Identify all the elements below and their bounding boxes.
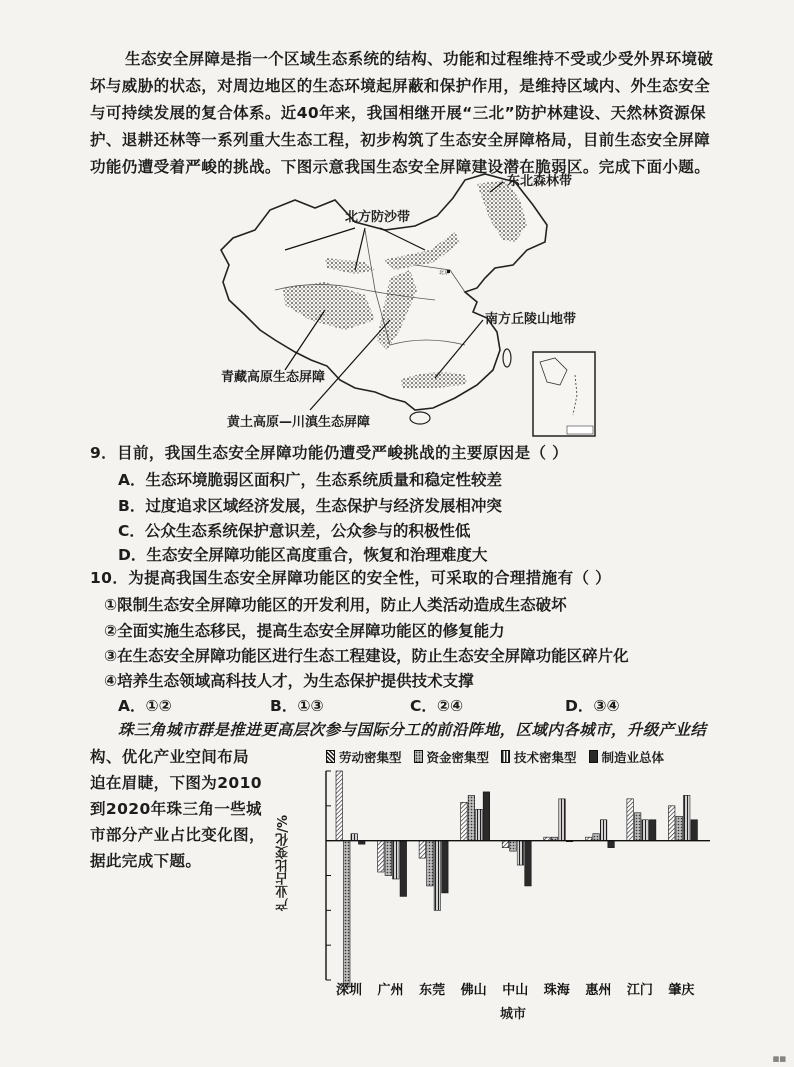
intro-line: 护、退耕还林等一系列重大生态工程，初步构筑了生态安全屏障格局，目前生态安全屏障 (90, 131, 711, 149)
bar-制造业总体-中山 (525, 841, 532, 886)
legend-swatch (326, 750, 335, 763)
legend-label: 劳动密集型 (339, 750, 402, 765)
legend-label: 制造业总体 (601, 750, 665, 765)
intro-line: 与可持续发展的复合体系。近40年来，我国相继开展“三北”防护林建设、天然林资源保 (90, 104, 706, 122)
chart-svg (278, 745, 718, 1030)
bar-技术密集型-中山 (517, 841, 524, 865)
choice-c[interactable]: C．②④ (410, 697, 464, 715)
legend-swatch (501, 750, 510, 763)
footer-watermark-icon: ▦▦ (772, 1055, 786, 1063)
industry-share-change-chart (278, 745, 718, 1030)
x-tick-label: 广州 (377, 983, 404, 998)
option-a[interactable]: A．生态环境脆弱区面积广，生态系统质量和稳定性较差 (118, 471, 502, 489)
bar-制造业总体-肇庆 (691, 820, 698, 841)
bar-劳动密集型-肇庆 (668, 806, 675, 841)
axes-group (326, 771, 710, 980)
passage-line: 构、优化产业空间布局 (90, 748, 250, 766)
bar-技术密集型-东莞 (434, 841, 441, 911)
bar-劳动密集型-广州 (378, 841, 385, 872)
statement-3: ③在生态安全屏障功能区进行生态工程建设，防止生态安全屏障功能区碎片化 (104, 647, 629, 665)
bar-资金密集型-江门 (634, 813, 641, 841)
x-tick-label: 肇庆 (668, 983, 695, 998)
bar-资金密集型-东莞 (427, 841, 434, 886)
bar-劳动密集型-深圳 (336, 771, 343, 841)
x-tick-label: 江门 (626, 983, 653, 998)
legend-label: 资金密集型 (426, 750, 490, 765)
bars-group (336, 771, 697, 987)
x-axis-label: 城市 (500, 1007, 527, 1022)
bar-制造业总体-江门 (649, 820, 656, 841)
x-tick-label: 中山 (502, 983, 529, 998)
passage-line: 珠三角城市群是推进更高层次参与国际分工的前沿阵地，区域内各城市，升级产业结 (118, 721, 707, 739)
legend-item (589, 750, 665, 765)
taiwan-island (503, 349, 511, 367)
option-b[interactable]: B．过度追求区域经济发展，生态保护与经济发展相冲突 (118, 497, 502, 515)
legend-swatch (589, 750, 598, 763)
bar-资金密集型-惠州 (593, 834, 600, 841)
x-tick-label: 东莞 (419, 983, 446, 998)
x-tick-label: 深圳 (335, 983, 363, 998)
label-north-sand: 北方防沙带 (345, 210, 411, 225)
intro-line: 坏与威胁的状态，对周边地区的生态环境起屏蔽和保护作用，是维持区域内、外生态安全 (90, 77, 711, 95)
passage-line: 迫在眉睫，下图为2010 (90, 774, 262, 792)
bar-技术密集型-珠海 (559, 799, 566, 841)
x-tick-label: 珠海 (543, 983, 570, 998)
legend-item (501, 750, 577, 765)
bar-技术密集型-广州 (393, 841, 400, 879)
choice-d[interactable]: D．③④ (565, 697, 620, 715)
chart-legend (326, 748, 676, 766)
bar-制造业总体-广州 (400, 841, 407, 897)
question-stem: 10．为提高我国生态安全屏障功能区的安全性，可采取的合理措施有（ ） (90, 569, 612, 587)
y-axis-label: 产业占比变化/% (276, 815, 291, 911)
inset-legend-box (567, 426, 593, 434)
x-tick-label: 惠州 (585, 983, 612, 998)
bar-资金密集型-深圳 (344, 841, 351, 987)
bar-资金密集型-肇庆 (676, 816, 683, 840)
legend-swatch (414, 750, 423, 763)
option-c[interactable]: C．公众生态系统保护意识差，公众参与的积极性低 (118, 522, 471, 540)
passage-line: 市部分产业占比变化图， (90, 826, 265, 844)
bar-劳动密集型-东莞 (419, 841, 426, 858)
intro-line: 生态安全屏障是指一个区域生态系统的结构、功能和过程维持不受或少受外界环境破 (125, 50, 714, 68)
bar-技术密集型-惠州 (600, 820, 607, 841)
choice-b[interactable]: B．①③ (270, 697, 324, 715)
china-ecological-barrier-map (215, 170, 605, 445)
bar-技术密集型-肇庆 (683, 795, 690, 840)
bar-技术密集型-深圳 (351, 834, 358, 841)
label-south-hills: 南方丘陵山地带 (485, 312, 577, 327)
bar-制造业总体-东莞 (442, 841, 449, 893)
passage-line: 到2020年珠三角一些城 (90, 800, 262, 818)
option-d[interactable]: D．生态安全屏障功能区高度重合，恢复和治理难度大 (118, 546, 488, 564)
bar-资金密集型-中山 (510, 841, 517, 851)
x-tick-labels (336, 982, 694, 998)
label-beijing: 北京 (439, 270, 450, 276)
hainan-island (410, 412, 430, 424)
bar-资金密集型-佛山 (468, 795, 475, 840)
legend-item (326, 750, 402, 765)
label-qinghai-tibet: 青藏高原生态屏障 (221, 370, 326, 385)
bar-劳动密集型-江门 (627, 799, 634, 841)
legend-label: 技术密集型 (514, 750, 577, 765)
bar-资金密集型-广州 (385, 841, 392, 876)
label-northeast-forest: 东北森林带 (507, 174, 573, 189)
south-sea-inset (533, 352, 595, 436)
x-tick-label: 佛山 (460, 983, 487, 998)
passage-line: 据此完成下题。 (90, 852, 202, 870)
bar-技术密集型-佛山 (476, 809, 483, 840)
statement-2: ②全面实施生态移民，提高生态安全屏障功能区的修复能力 (104, 622, 505, 640)
statement-1: ①限制生态安全屏障功能区的开发利用，防止人类活动造成生态破坏 (104, 596, 567, 614)
legend-item (414, 750, 490, 765)
bar-劳动密集型-佛山 (461, 802, 468, 840)
statement-4: ④培养生态领域高科技人才，为生态保护提供技术支撑 (104, 672, 474, 690)
intro-line: 功能仍遭受着严峻的挑战。下图示意我国生态安全屏障建设潜在脆弱区。完成下面小题。 (90, 158, 711, 176)
bar-制造业总体-惠州 (608, 841, 615, 848)
bar-制造业总体-佛山 (483, 792, 490, 841)
choice-a[interactable]: A．①② (118, 697, 172, 715)
bar-劳动密集型-中山 (502, 841, 509, 848)
label-loess-sichuan-yunnan: 黄土高原—川滇生态屏障 (227, 415, 371, 430)
bar-技术密集型-江门 (642, 820, 649, 841)
question-stem: 9．目前，我国生态安全屏障功能仍遭受严峻挑战的主要原因是（ ） (90, 444, 569, 462)
